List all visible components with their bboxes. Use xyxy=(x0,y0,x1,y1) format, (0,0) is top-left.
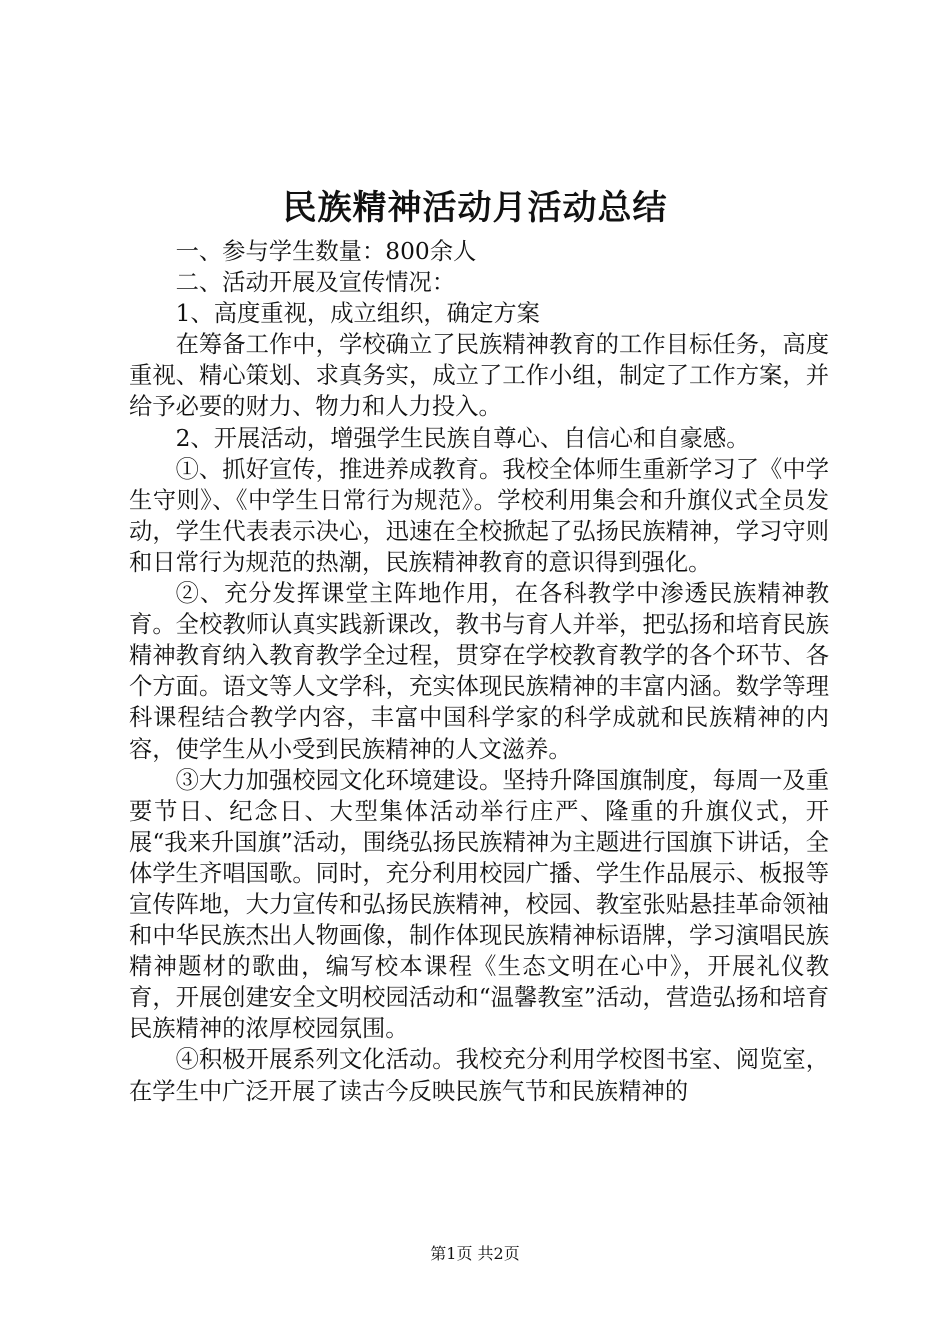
paragraph-participants: 一、参与学生数量：800余人 xyxy=(175,238,477,265)
paragraph-item-one: ①、抓好宣传，推进养成教育。我校全体师生重新学习了《中学生守则》、《中学生日常行为规范》。学校利用集会和升旗仪式全员发动，学生代表表示决心，迅速在全校掀起了弘扬民族精神，学习守则和日常行为规范的热潮，民族精神教育的意识得到强化。 xyxy=(129,455,829,576)
paragraph-subheading-two: 2、开展活动，增强学生民族自尊心、自信心和自豪感。 xyxy=(175,424,750,452)
paragraph-subheading-one: 1、高度重视，成立组织，确定方案 xyxy=(175,300,540,328)
paragraph-item-three: ③大力加强校园文化环境建设。坚持升降国旗制度，每周一及重要节日、纪念日、大型集体活动举行庄严、隆重的升旗仪式，开展“我来升国旗”活动，围绕弘扬民族精神为主题进行国旗下讲话，全体学生齐唱国歌。同时，充分利用校园广播、学生作品展示、板报等宣传阵地，大力宣传和弘扬民族精神，校园、教室张贴悬挂革命领袖和中华民族杰出人物画像，制作体现民族精神标语牌，学习演唱民族精神题材的歌曲，编写校本课程《生态文明在心中》，开展礼仪教育，开展创建安全文明校园活动和“温馨教室”活动，营造弘扬和培育民族精神的浓厚校园氛围。 xyxy=(129,766,829,1043)
document-title: 民族精神活动月活动总结 xyxy=(282,188,668,228)
document-body xyxy=(129,236,829,1107)
paragraph-preparation: 在筹备工作中，学校确立了民族精神教育的工作目标任务，高度重视、精心策划、求真务实，成立了工作小组，制定了工作方案，并给予必要的财力、物力和人力投入。 xyxy=(129,331,829,421)
paragraph-item-two: ②、充分发挥课堂主阵地作用，在各科教学中渗透民族精神教育。全校教师认真实践新课改，教书与育人并举，把弘扬和培育民族精神教育纳入教育教学全过程，贯穿在学校教育教学的各个环节、各个方面。语文等人文学科，充实体现民族精神的丰富内涵。数学等理科课程结合教学内容，丰富中国科学家的科学成就和民族精神的内容，使学生从小受到民族精神的人文滋养。 xyxy=(129,580,829,763)
page-number-footer: 第1页 共2页 xyxy=(430,1244,520,1263)
paragraph-section-two-heading: 二、活动开展及宣传情况： xyxy=(175,269,456,297)
paragraph-item-four: ④积极开展系列文化活动。我校充分利用学校图书室、阅览室，在学生中广泛开展了读古今反映民族气节和民族精神的 xyxy=(129,1046,829,1105)
